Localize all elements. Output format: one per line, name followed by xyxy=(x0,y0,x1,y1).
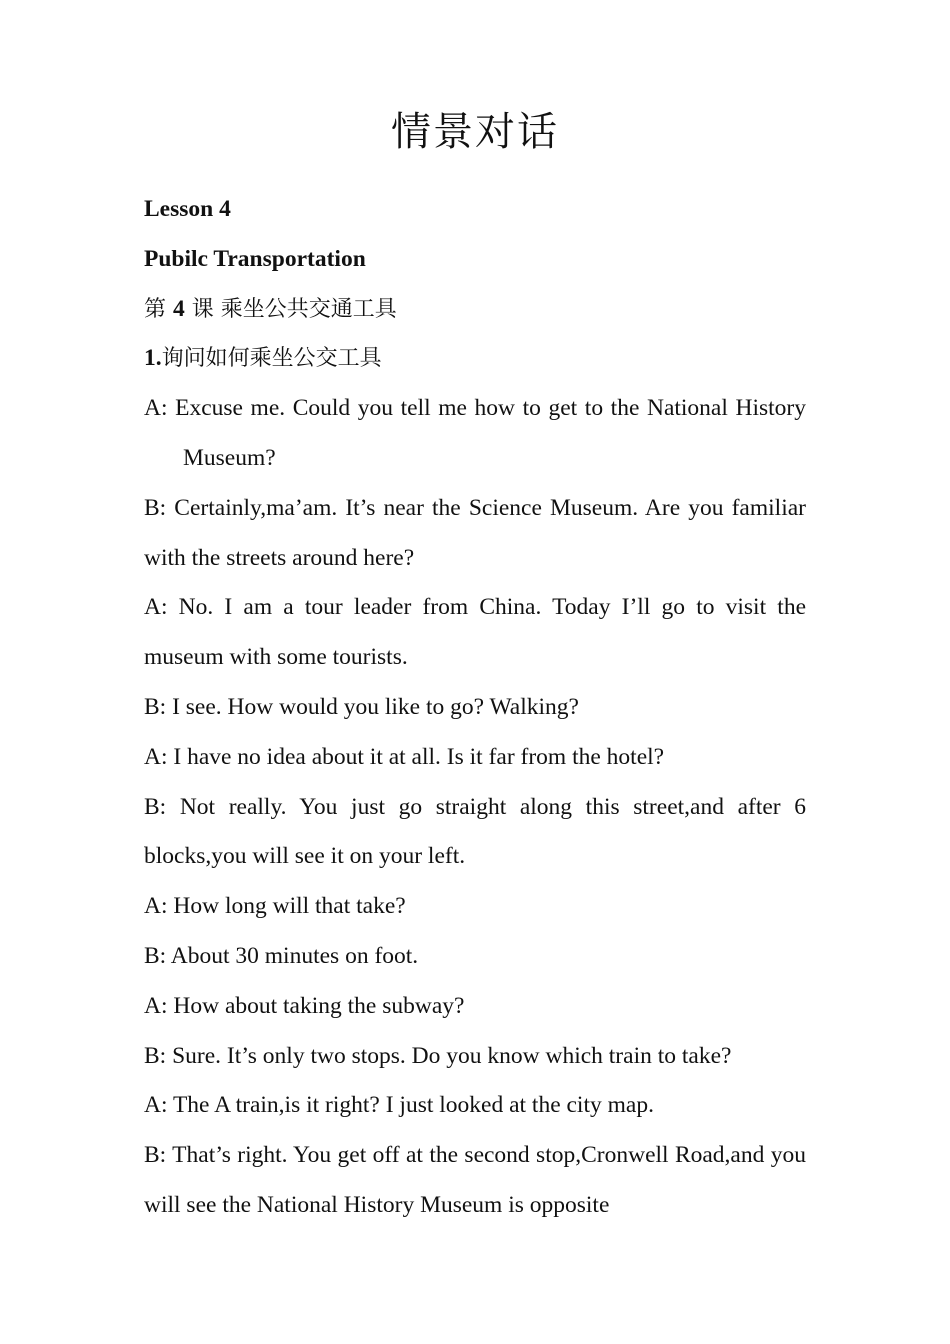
dialogue-line: B: That’s right. You get off at the second stop,Cronwell Road,and you will see the National History Museum is opposite xyxy=(144,1142,806,1218)
section-number: 1. xyxy=(144,345,162,372)
section-title: 询问如何乘坐公交工具 xyxy=(161,346,382,372)
dialogue-line: A: Excuse me. Could you tell me how to get to the National History Museum? xyxy=(144,395,806,471)
dialogue-line: B: About 30 minutes on foot. xyxy=(144,942,419,969)
chinese-lesson-title: 课 乘坐公共交通工具 xyxy=(184,296,397,322)
page-title: 情景对话 xyxy=(391,109,559,155)
dialogue-line: A: No. I am a tour leader from China. Today I’ll go to visit the museum with some tourists. xyxy=(144,594,806,671)
topic-heading: Pubilc Transportation xyxy=(144,245,366,272)
dialogue-line: B: Sure. It’s only two stops. Do you know which train to take? xyxy=(144,1042,732,1069)
dialogue-line: B: Not really. You just go straight along this street,and after 6 blocks,you will see it on your left. xyxy=(144,793,806,870)
dialogue-line: B: Certainly,ma’am. It’s near the Science Museum. Are you familiar with the streets around here? xyxy=(144,494,806,571)
dialogue-line: A: How long will that take? xyxy=(144,893,406,920)
lesson-heading: Lesson 4 xyxy=(144,196,231,222)
document-body xyxy=(144,185,806,1231)
dialogue-line: A: How about taking the subway? xyxy=(144,992,465,1019)
section-heading xyxy=(144,334,806,384)
dialogue-line: A: I have no idea about it at all. Is it far from the hotel? xyxy=(144,743,665,770)
dialogue-line: B: I see. How would you like to go? Walking? xyxy=(144,693,579,720)
dialogue-line: A: The A train,is it right? I just looked at the city map. xyxy=(144,1092,654,1119)
chinese-lesson-number: 4 xyxy=(173,295,185,322)
chinese-lesson-prefix: 第 xyxy=(144,296,173,322)
chinese-lesson-heading xyxy=(144,285,806,335)
